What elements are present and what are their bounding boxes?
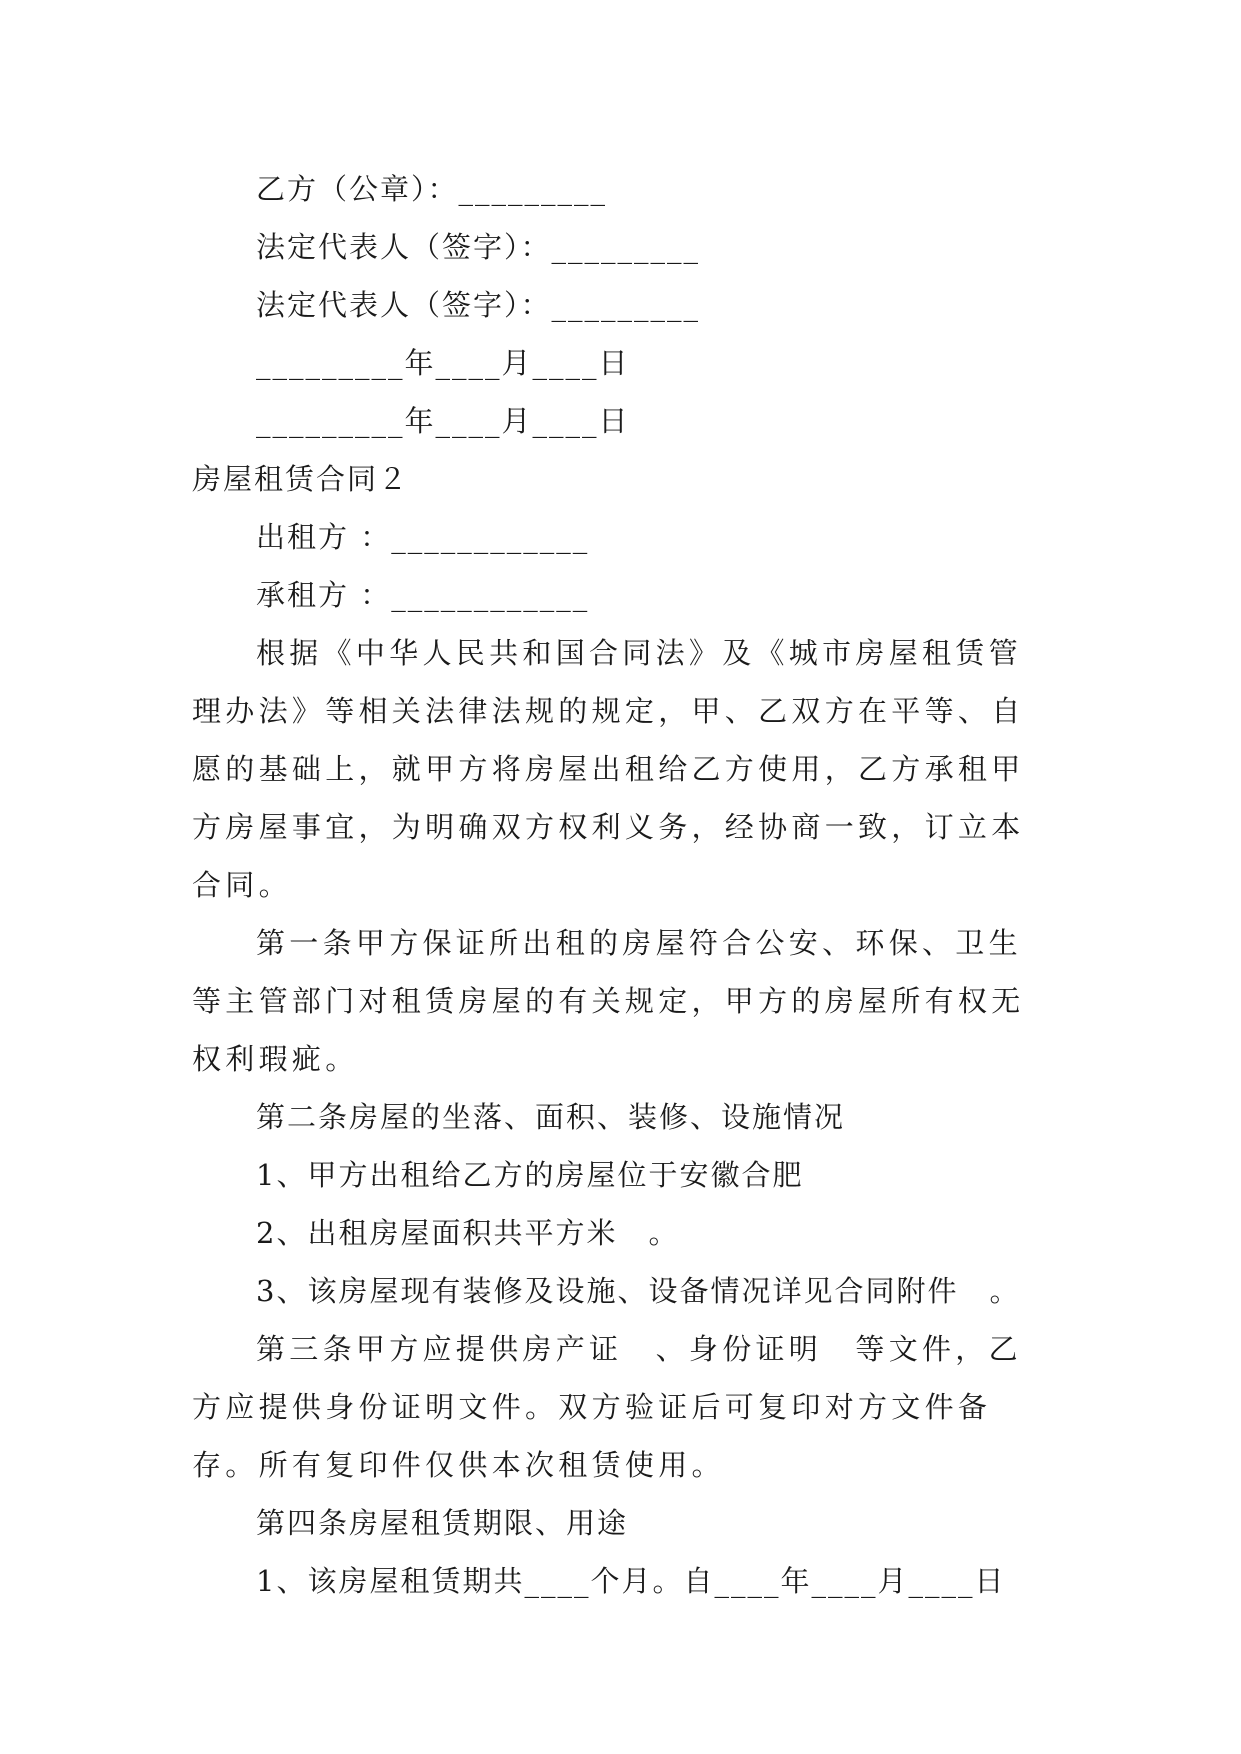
article-2-item: 2、出租房屋面积共平方米 。 xyxy=(256,1216,680,1250)
contract-title: 房屋租赁合同２ xyxy=(192,462,410,496)
document-body xyxy=(192,160,1052,1610)
lessee-line: 承租方 ：____________ xyxy=(256,578,590,612)
signing-date-line: _________年____月____日 xyxy=(256,404,630,438)
legal-representative-signature-line: 法定代表人（签字）：_________ xyxy=(256,288,701,322)
article-2-heading: 第二条房屋的坐落、面积、装修、设施情况 xyxy=(256,1100,846,1134)
article-1-paragraph: 第一条甲方保证所出租的房屋符合公安、环保、卫生等主管部门对租赁房屋的有关规定，甲方的房屋所有权无权利瑕疵。 xyxy=(192,926,1025,1076)
legal-representative-signature-line: 法定代表人（签字）：_________ xyxy=(256,230,701,264)
article-2-item: 3、该房屋现有装修及设施、设备情况详见合同附件 。 xyxy=(256,1274,1021,1308)
article-4-heading: 第四条房屋租赁期限、用途 xyxy=(256,1506,629,1540)
party-b-seal-line: 乙方（公章）：_________ xyxy=(256,172,608,206)
lessor-line: 出租方 ：____________ xyxy=(256,520,590,554)
preamble-paragraph: 根据《中华人民共和国合同法》及《城市房屋租赁管理办法》等相关法律法规的规定，甲、乙双方在平等、自愿的基础上，就甲方将房屋出租给乙方使用，乙方承租甲方房屋事宜，为明确双方权利义务，经协商一致，订立本合同。 xyxy=(192,636,1025,902)
article-4-item: 1、该房屋租赁期共____个月。自____年____月____日 xyxy=(256,1564,1006,1598)
article-3-paragraph: 第三条甲方应提供房产证 、身份证明 等文件，乙方应提供身份证明文件。双方验证后可复印对方文件备存。所有复印件仅供本次租赁使用。 xyxy=(192,1332,1022,1482)
signing-date-line: _________年____月____日 xyxy=(256,346,630,380)
article-2-item: 1、甲方出租给乙方的房屋位于安徽合肥 xyxy=(256,1158,804,1192)
